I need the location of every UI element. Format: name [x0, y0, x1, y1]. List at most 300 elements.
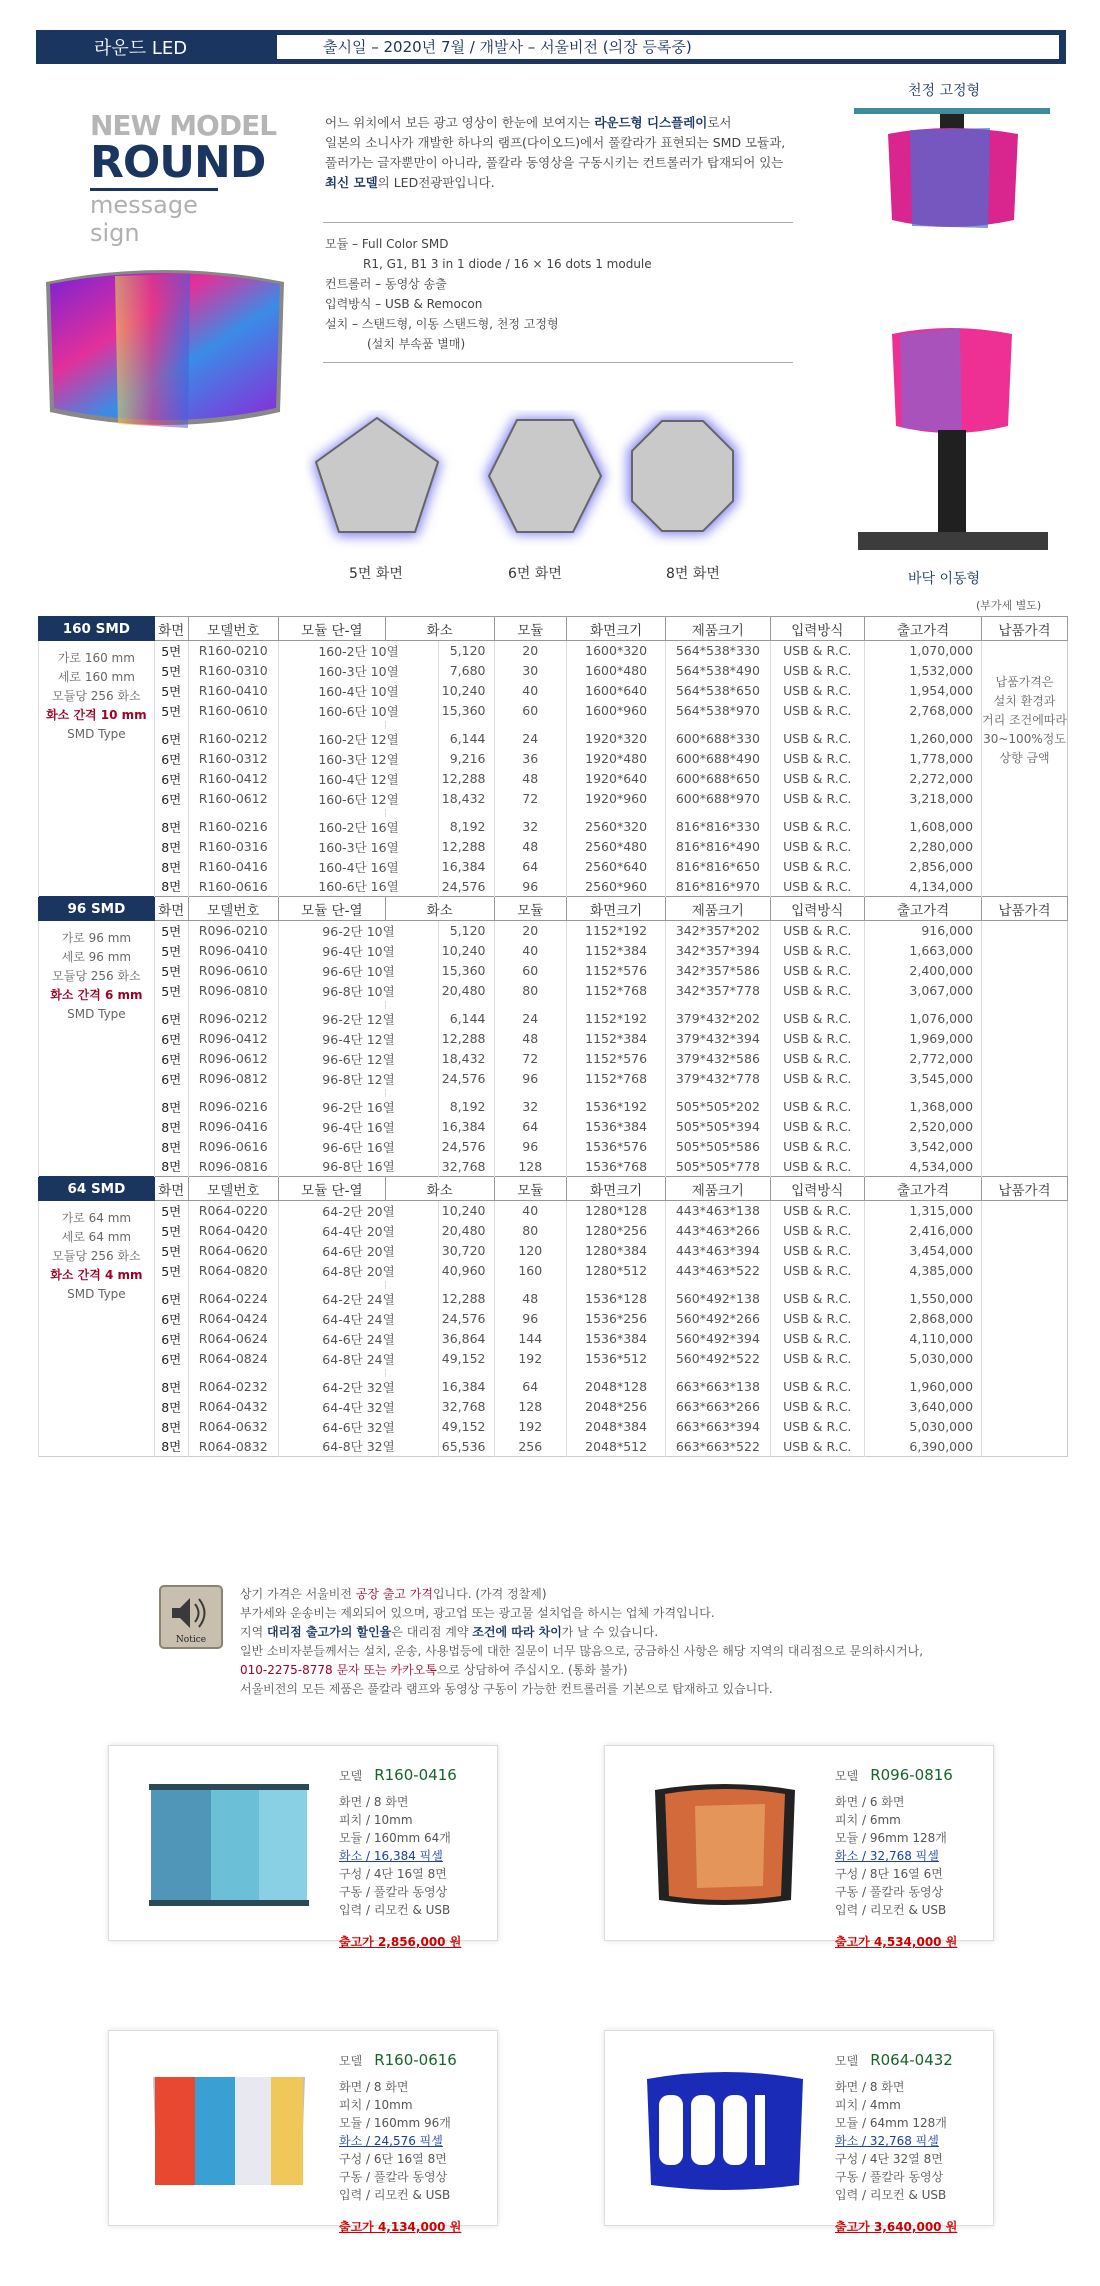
table-cell: 160-2단 16열 [278, 817, 439, 837]
table-row [39, 1049, 1068, 1069]
table-cell: 15,360 [439, 701, 494, 721]
column-header: 모듈 단-열 [278, 1177, 385, 1201]
product-card[interactable]: 모델 R096-0816 화면 / 6 화면 피치 / 6mm 모듈 / 96mm 128개 화소 / 32,768 픽셀 구성 / 8단 16열 6면 구동 / 풀칼라 동영상 입력 / 리모컨 & USB 출고가 4,534,000 원 [604, 1745, 994, 1941]
spacer [154, 1001, 188, 1009]
column-header: 모듈 단-열 [278, 617, 385, 641]
floor-stand-image [850, 318, 1056, 558]
table-cell: 816*816*330 [666, 817, 770, 837]
table-cell: 1,076,000 [865, 1009, 982, 1029]
table-cell: 1,532,000 [865, 661, 982, 681]
column-header: 모델번호 [188, 617, 278, 641]
column-header: 화소 [385, 897, 494, 921]
table-row [39, 1157, 1068, 1177]
table-cell: 5면 [154, 921, 188, 941]
table-cell: 72 [494, 789, 567, 809]
table-row [39, 1241, 1068, 1261]
spacer [567, 721, 666, 729]
spacer [666, 1001, 770, 1009]
table-cell: R160-0610 [188, 701, 278, 721]
table-cell: 2,520,000 [865, 1117, 982, 1137]
table-cell: R064-0420 [188, 1221, 278, 1241]
table-cell: R064-0424 [188, 1309, 278, 1329]
table-cell: 96-6단 16열 [278, 1137, 439, 1157]
spacer [188, 1281, 278, 1289]
table-cell: 342*357*202 [666, 921, 770, 941]
table-cell: R096-0210 [188, 921, 278, 941]
spacer [278, 1001, 385, 1009]
table-cell: 64-6단 24열 [278, 1329, 439, 1349]
table-cell: 1,969,000 [865, 1029, 982, 1049]
table-cell: 2,416,000 [865, 1221, 982, 1241]
table-cell: 2048*512 [567, 1437, 666, 1457]
table-cell: 2048*256 [567, 1397, 666, 1417]
table-cell: 60 [494, 701, 567, 721]
table-cell: 5면 [154, 1221, 188, 1241]
table-cell: 6면 [154, 769, 188, 789]
spacer [278, 1089, 385, 1097]
table-cell: 560*492*138 [666, 1289, 770, 1309]
spacer [439, 1369, 494, 1377]
table-cell: 160-6단 10열 [278, 701, 439, 721]
table-cell: 9,216 [439, 749, 494, 769]
spacer [385, 809, 438, 817]
table-cell: 4,110,000 [865, 1329, 982, 1349]
table-cell: 443*463*394 [666, 1241, 770, 1261]
header-info: 출시일 – 2020년 7월 / 개발사 – 서울비전 (의장 등록중) [276, 34, 1060, 60]
table-row [39, 1201, 1068, 1221]
spacer [770, 721, 865, 729]
table-cell: 379*432*778 [666, 1069, 770, 1089]
table-cell: 5면 [154, 941, 188, 961]
table-cell: 1920*480 [567, 749, 666, 769]
table-row [39, 1417, 1068, 1437]
column-header: 출고가격 [865, 617, 982, 641]
table-cell: 15,360 [439, 961, 494, 981]
table-row [39, 857, 1068, 877]
table-row [39, 661, 1068, 681]
table-cell: 5,120 [439, 921, 494, 941]
shape-label-5: 5면 화면 [349, 566, 403, 582]
intro-text: 어느 위치에서 보든 광고 영상이 한눈에 보여지는 라운드형 디스플레이로서 일본의 소니사가 개발한 하나의 램프(다이오드)에서 풀칼라가 표현되는 SMD 모듈과, 풀러가는 글자뿐만이 아니라, 풀칼라 동영상을 구동시키는 컨트롤러가 탑재되어 있는 최신 모델의 LED전광판입니다. [325, 115, 786, 190]
table-cell: 30 [494, 661, 567, 681]
table-cell: R160-0312 [188, 749, 278, 769]
table-cell: USB & R.C. [770, 817, 865, 837]
table-cell: 505*505*778 [666, 1157, 770, 1177]
column-header: 화소 [385, 1177, 494, 1201]
spacer [439, 1089, 494, 1097]
table-cell: 8면 [154, 1117, 188, 1137]
table-cell: 443*463*522 [666, 1261, 770, 1281]
table-cell: 64-6단 32열 [278, 1417, 439, 1437]
table-cell: R096-0616 [188, 1137, 278, 1157]
table-cell: 560*492*522 [666, 1349, 770, 1369]
table-cell: R160-0316 [188, 837, 278, 857]
table-cell: 10,240 [439, 1201, 494, 1221]
table-cell: 2,772,000 [865, 1049, 982, 1069]
table-cell: USB & R.C. [770, 1309, 865, 1329]
section-title: 160 SMD [39, 617, 155, 641]
table-cell: 32 [494, 1097, 567, 1117]
table-cell: 1152*192 [567, 1009, 666, 1029]
table-cell: USB & R.C. [770, 681, 865, 701]
table-cell: 2048*128 [567, 1377, 666, 1397]
spacer [439, 1281, 494, 1289]
delivery-price-note: 납품가격은 설치 환경과 거리 조건에따라 30~100%정도 상향 금액 [982, 641, 1068, 897]
table-cell: 1152*384 [567, 941, 666, 961]
table-cell: 5면 [154, 681, 188, 701]
table-cell: USB & R.C. [770, 749, 865, 769]
spacer [278, 1281, 385, 1289]
table-cell: 1152*384 [567, 1029, 666, 1049]
table-cell: R064-0832 [188, 1437, 278, 1457]
table-cell: R096-0412 [188, 1029, 278, 1049]
table-cell: USB & R.C. [770, 1097, 865, 1117]
table-cell: 6면 [154, 749, 188, 769]
spacer [439, 809, 494, 817]
spacer [494, 721, 567, 729]
table-cell: 20 [494, 641, 567, 661]
table-row [39, 1137, 1068, 1157]
table-cell: R096-0610 [188, 961, 278, 981]
table-cell: USB & R.C. [770, 641, 865, 661]
table-cell: 64-4단 20열 [278, 1221, 439, 1241]
table-cell: 8면 [154, 1437, 188, 1457]
table-row [39, 1009, 1068, 1029]
product-card-image [139, 2061, 319, 2196]
table-cell: 96-8단 12열 [278, 1069, 439, 1089]
table-cell: 8면 [154, 857, 188, 877]
column-header: 출고가격 [865, 1177, 982, 1201]
table-row [39, 681, 1068, 701]
table-cell: 5면 [154, 641, 188, 661]
table-cell: USB & R.C. [770, 941, 865, 961]
table-cell: 1,663,000 [865, 941, 982, 961]
table-row [39, 1117, 1068, 1137]
table-cell: USB & R.C. [770, 661, 865, 681]
table-cell: 1,608,000 [865, 817, 982, 837]
table-row [39, 769, 1068, 789]
spacer [494, 1281, 567, 1289]
spacer [385, 1369, 438, 1377]
table-cell: USB & R.C. [770, 1329, 865, 1349]
spacer [154, 1089, 188, 1097]
table-cell: 48 [494, 1289, 567, 1309]
table-cell: 1280*384 [567, 1241, 666, 1261]
product-card[interactable]: 모델 R160-0416 화면 / 8 화면 피치 / 10mm 모듈 / 160mm 64개 화소 / 16,384 픽셀 구성 / 4단 16열 8면 구동 / 풀칼라 동영상 입력 / 리모컨 & USB 출고가 2,856,000 원 [108, 1745, 498, 1941]
table-cell: USB & R.C. [770, 729, 865, 749]
table-cell: 1280*512 [567, 1261, 666, 1281]
table-cell: 160-6단 16열 [278, 877, 439, 897]
table-cell: 1,954,000 [865, 681, 982, 701]
table-cell: 64-2단 24열 [278, 1289, 439, 1309]
table-row [39, 1377, 1068, 1397]
table-cell: USB & R.C. [770, 701, 865, 721]
table-cell: 6면 [154, 789, 188, 809]
table-cell: 32,768 [439, 1397, 494, 1417]
table-cell: USB & R.C. [770, 1221, 865, 1241]
table-cell: 64-8단 20열 [278, 1261, 439, 1281]
product-card-image [635, 1776, 815, 1911]
table-cell: 2,280,000 [865, 837, 982, 857]
column-header: 화면크기 [567, 617, 666, 641]
table-cell: 1,070,000 [865, 641, 982, 661]
table-cell: R096-0216 [188, 1097, 278, 1117]
table-cell: 1920*960 [567, 789, 666, 809]
spacer [770, 1369, 865, 1377]
table-cell: USB & R.C. [770, 1009, 865, 1029]
column-header: 화면크기 [567, 1177, 666, 1201]
logo-line1: NEW MODEL [90, 109, 277, 142]
table-cell: 64-4단 24열 [278, 1309, 439, 1329]
table-cell: 5,120 [439, 641, 494, 661]
spacer [567, 1001, 666, 1009]
shape-diagrams [305, 410, 785, 550]
column-header: 납품가격 [982, 897, 1068, 921]
table-cell: R064-0224 [188, 1289, 278, 1309]
product-card[interactable]: 모델 R160-0616 화면 / 8 화면 피치 / 10mm 모듈 / 160mm 96개 화소 / 24,576 픽셀 구성 / 6단 16열 8면 구동 / 풀칼라 동영상 입력 / 리모컨 & USB 출고가 4,134,000 원 [108, 2030, 498, 2226]
section-desc: 가로 96 mm 세로 96 mm 모듈당 256 화소 화소 간격 6 mm SMD Type [39, 921, 155, 1177]
column-header: 화면크기 [567, 897, 666, 921]
table-cell: 1920*640 [567, 769, 666, 789]
table-cell: 342*357*394 [666, 941, 770, 961]
spacer [666, 1369, 770, 1377]
logo-line3: message sign [90, 188, 218, 247]
table-cell: USB & R.C. [770, 769, 865, 789]
table-cell: 160-3단 12열 [278, 749, 439, 769]
table-cell: USB & R.C. [770, 981, 865, 1001]
vat-note: (부가세 별도) [976, 599, 1042, 612]
spacer [278, 809, 385, 817]
table-cell: 1,315,000 [865, 1201, 982, 1221]
hexagon-shape [485, 418, 605, 534]
table-cell: 96-4단 16열 [278, 1117, 439, 1137]
table-cell: 4,385,000 [865, 1261, 982, 1281]
table-row [39, 1289, 1068, 1309]
spacer [385, 721, 438, 729]
table-cell: R160-0412 [188, 769, 278, 789]
table-cell: 564*538*490 [666, 661, 770, 681]
spacer [385, 1281, 438, 1289]
table-cell: R096-0212 [188, 1009, 278, 1029]
table-cell: 560*492*394 [666, 1329, 770, 1349]
table-row [39, 1329, 1068, 1349]
table-cell: R096-0816 [188, 1157, 278, 1177]
section-desc: 가로 160 mm 세로 160 mm 모듈당 256 화소 화소 간격 10 mm SMD Type [39, 641, 155, 897]
table-cell: R064-0232 [188, 1377, 278, 1397]
table-row [39, 1437, 1068, 1457]
spacer [188, 1089, 278, 1097]
product-card[interactable]: 모델 R064-0432 화면 / 8 화면 피치 / 4mm 모듈 / 64mm 128개 화소 / 32,768 픽셀 구성 / 4단 32열 8면 구동 / 풀칼라 동영상 입력 / 리모컨 & USB 출고가 3,640,000 원 [604, 2030, 994, 2226]
table-row [39, 1309, 1068, 1329]
table-cell: 64 [494, 1377, 567, 1397]
table-row [39, 789, 1068, 809]
table-cell: 8,192 [439, 817, 494, 837]
table-cell: 1600*960 [567, 701, 666, 721]
column-header: 입력방식 [770, 897, 865, 921]
table-cell: 12,288 [439, 769, 494, 789]
table-cell: USB & R.C. [770, 1049, 865, 1069]
table-row [39, 1029, 1068, 1049]
table-cell: 128 [494, 1157, 567, 1177]
table-cell: USB & R.C. [770, 1029, 865, 1049]
table-cell: 1536*192 [567, 1097, 666, 1117]
table-cell: 144 [494, 1329, 567, 1349]
table-row [39, 1069, 1068, 1089]
table-cell: 816*816*970 [666, 877, 770, 897]
table-cell: 2048*384 [567, 1417, 666, 1437]
spacer [567, 809, 666, 817]
notice-text: 상기 가격은 서울비전 공장 출고 가격입니다. (가격 정찰제) 부가세와 운송비는 제외되어 있으며, 광고업 또는 광고물 설치업을 하시는 업체 가격입니다. 지역 대리점 출고가의 할인율은 대리점 계약 조건에 따라 차이가 날 수 있습니다. 일반 소비자분들께서는 설치, 운송, 사용법등에 대한 질문이 너무 많음으로, 궁금하신 사항은 해당 지역의 대리점으로 문의하시거나, 010-2275-8778 문자 또는 카카오톡으로 상담하여 주십시오. (통화 불가) 서울비전의 모든 제품은 풀칼라 램프와 동영상 구동이 가능한 컨트롤러를 기본으로 탑재하고 있습니다. [240, 1587, 924, 1696]
table-cell: 1536*384 [567, 1329, 666, 1349]
table-cell: 1152*576 [567, 1049, 666, 1069]
table-cell: 663*663*394 [666, 1417, 770, 1437]
table-cell: R064-0624 [188, 1329, 278, 1349]
table-cell: USB & R.C. [770, 1397, 865, 1417]
table-cell: R160-0216 [188, 817, 278, 837]
table-cell: 24,576 [439, 1137, 494, 1157]
table-cell: 1536*256 [567, 1309, 666, 1329]
table-cell: 160-3단 16열 [278, 837, 439, 857]
table-row [39, 729, 1068, 749]
table-cell: 6,144 [439, 729, 494, 749]
table-cell: 564*538*330 [666, 641, 770, 661]
spacer [154, 1369, 188, 1377]
table-cell: 24 [494, 729, 567, 749]
table-cell: 5면 [154, 1241, 188, 1261]
table-cell: 40,960 [439, 1261, 494, 1281]
table-cell: USB & R.C. [770, 961, 865, 981]
table-cell: 18,432 [439, 789, 494, 809]
table-cell: 20,480 [439, 981, 494, 1001]
table-cell: 64-6단 20열 [278, 1241, 439, 1261]
table-cell: 8면 [154, 817, 188, 837]
table-cell: 1152*576 [567, 961, 666, 981]
table-cell: R096-0810 [188, 981, 278, 1001]
column-header: 출고가격 [865, 897, 982, 921]
table-cell: 1920*320 [567, 729, 666, 749]
table-cell: 32 [494, 817, 567, 837]
table-cell: 96-8단 16열 [278, 1157, 439, 1177]
table-row [39, 1097, 1068, 1117]
table-cell: 2560*480 [567, 837, 666, 857]
table-row [39, 749, 1068, 769]
table-cell: USB & R.C. [770, 1377, 865, 1397]
table-cell: 8면 [154, 1417, 188, 1437]
table-cell: 64-8단 24열 [278, 1349, 439, 1369]
column-header: 모듈 [494, 897, 567, 921]
table-cell: 6면 [154, 1349, 188, 1369]
column-header: 입력방식 [770, 1177, 865, 1201]
table-cell: 663*663*266 [666, 1397, 770, 1417]
table-cell: 3,218,000 [865, 789, 982, 809]
table-cell: 65,536 [439, 1437, 494, 1457]
ceiling-mount-image [850, 104, 1056, 240]
table-cell: USB & R.C. [770, 857, 865, 877]
table-cell: 72 [494, 1049, 567, 1069]
column-header: 제품크기 [666, 1177, 770, 1201]
svg-text:Notice: Notice [175, 1635, 207, 1645]
table-cell: 600*688*330 [666, 729, 770, 749]
table-cell: 36 [494, 749, 567, 769]
table-cell: R160-0212 [188, 729, 278, 749]
table-row [39, 921, 1068, 941]
table-cell: USB & R.C. [770, 921, 865, 941]
divider [323, 222, 793, 223]
table-cell: 3,542,000 [865, 1137, 982, 1157]
logo-line2: ROUND [90, 137, 266, 188]
column-header: 화소 [385, 617, 494, 641]
spacer [770, 1001, 865, 1009]
table-cell: 5면 [154, 981, 188, 1001]
table-row [39, 1221, 1068, 1241]
table-cell: 2,272,000 [865, 769, 982, 789]
delivery-price-note [982, 1201, 1068, 1457]
spacer [278, 1369, 385, 1377]
table-cell: 1280*128 [567, 1201, 666, 1221]
spacer [154, 809, 188, 817]
table-cell: R096-0416 [188, 1117, 278, 1137]
column-header: 모델번호 [188, 1177, 278, 1201]
table-cell: 16,384 [439, 857, 494, 877]
column-header: 제품크기 [666, 617, 770, 641]
table-row [39, 1349, 1068, 1369]
table-cell: 32,768 [439, 1157, 494, 1177]
spacer [494, 1089, 567, 1097]
table-cell: 1600*640 [567, 681, 666, 701]
product-card-image [635, 2061, 815, 2196]
table-cell: 40 [494, 681, 567, 701]
spacer [278, 721, 385, 729]
table-cell: 8면 [154, 1137, 188, 1157]
table-cell: R064-0632 [188, 1417, 278, 1437]
spacer [666, 1281, 770, 1289]
table-cell: 560*492*266 [666, 1309, 770, 1329]
table-cell: 6면 [154, 1009, 188, 1029]
table-cell: 1536*128 [567, 1289, 666, 1309]
table-cell: USB & R.C. [770, 1261, 865, 1281]
table-cell: 12,288 [439, 1289, 494, 1309]
spacer [188, 721, 278, 729]
table-cell: 160-2단 12열 [278, 729, 439, 749]
table-cell: 16,384 [439, 1377, 494, 1397]
table-cell: 3,067,000 [865, 981, 982, 1001]
ceiling-type-label: 천정 고정형 [908, 83, 981, 99]
column-header: 모듈 단-열 [278, 897, 385, 921]
spacer [494, 1369, 567, 1377]
table-cell: 5면 [154, 1261, 188, 1281]
table-cell: 3,640,000 [865, 1397, 982, 1417]
spacer [770, 1281, 865, 1289]
spacer [188, 809, 278, 817]
table-cell: 6면 [154, 1029, 188, 1049]
table-row [39, 837, 1068, 857]
table-cell: 49,152 [439, 1349, 494, 1369]
table-cell: 443*463*266 [666, 1221, 770, 1241]
table-cell: 6면 [154, 1329, 188, 1349]
table-cell: 6,390,000 [865, 1437, 982, 1457]
table-cell: 342*357*586 [666, 961, 770, 981]
table-cell: 20 [494, 921, 567, 941]
table-cell: 64-2단 20열 [278, 1201, 439, 1221]
table-cell: 64-8단 32열 [278, 1437, 439, 1457]
table-cell: 8면 [154, 877, 188, 897]
spacer [567, 1369, 666, 1377]
spacer [154, 1281, 188, 1289]
table-cell: 8면 [154, 1377, 188, 1397]
table-cell: 24 [494, 1009, 567, 1029]
table-cell: 48 [494, 837, 567, 857]
table-cell: 30,720 [439, 1241, 494, 1261]
